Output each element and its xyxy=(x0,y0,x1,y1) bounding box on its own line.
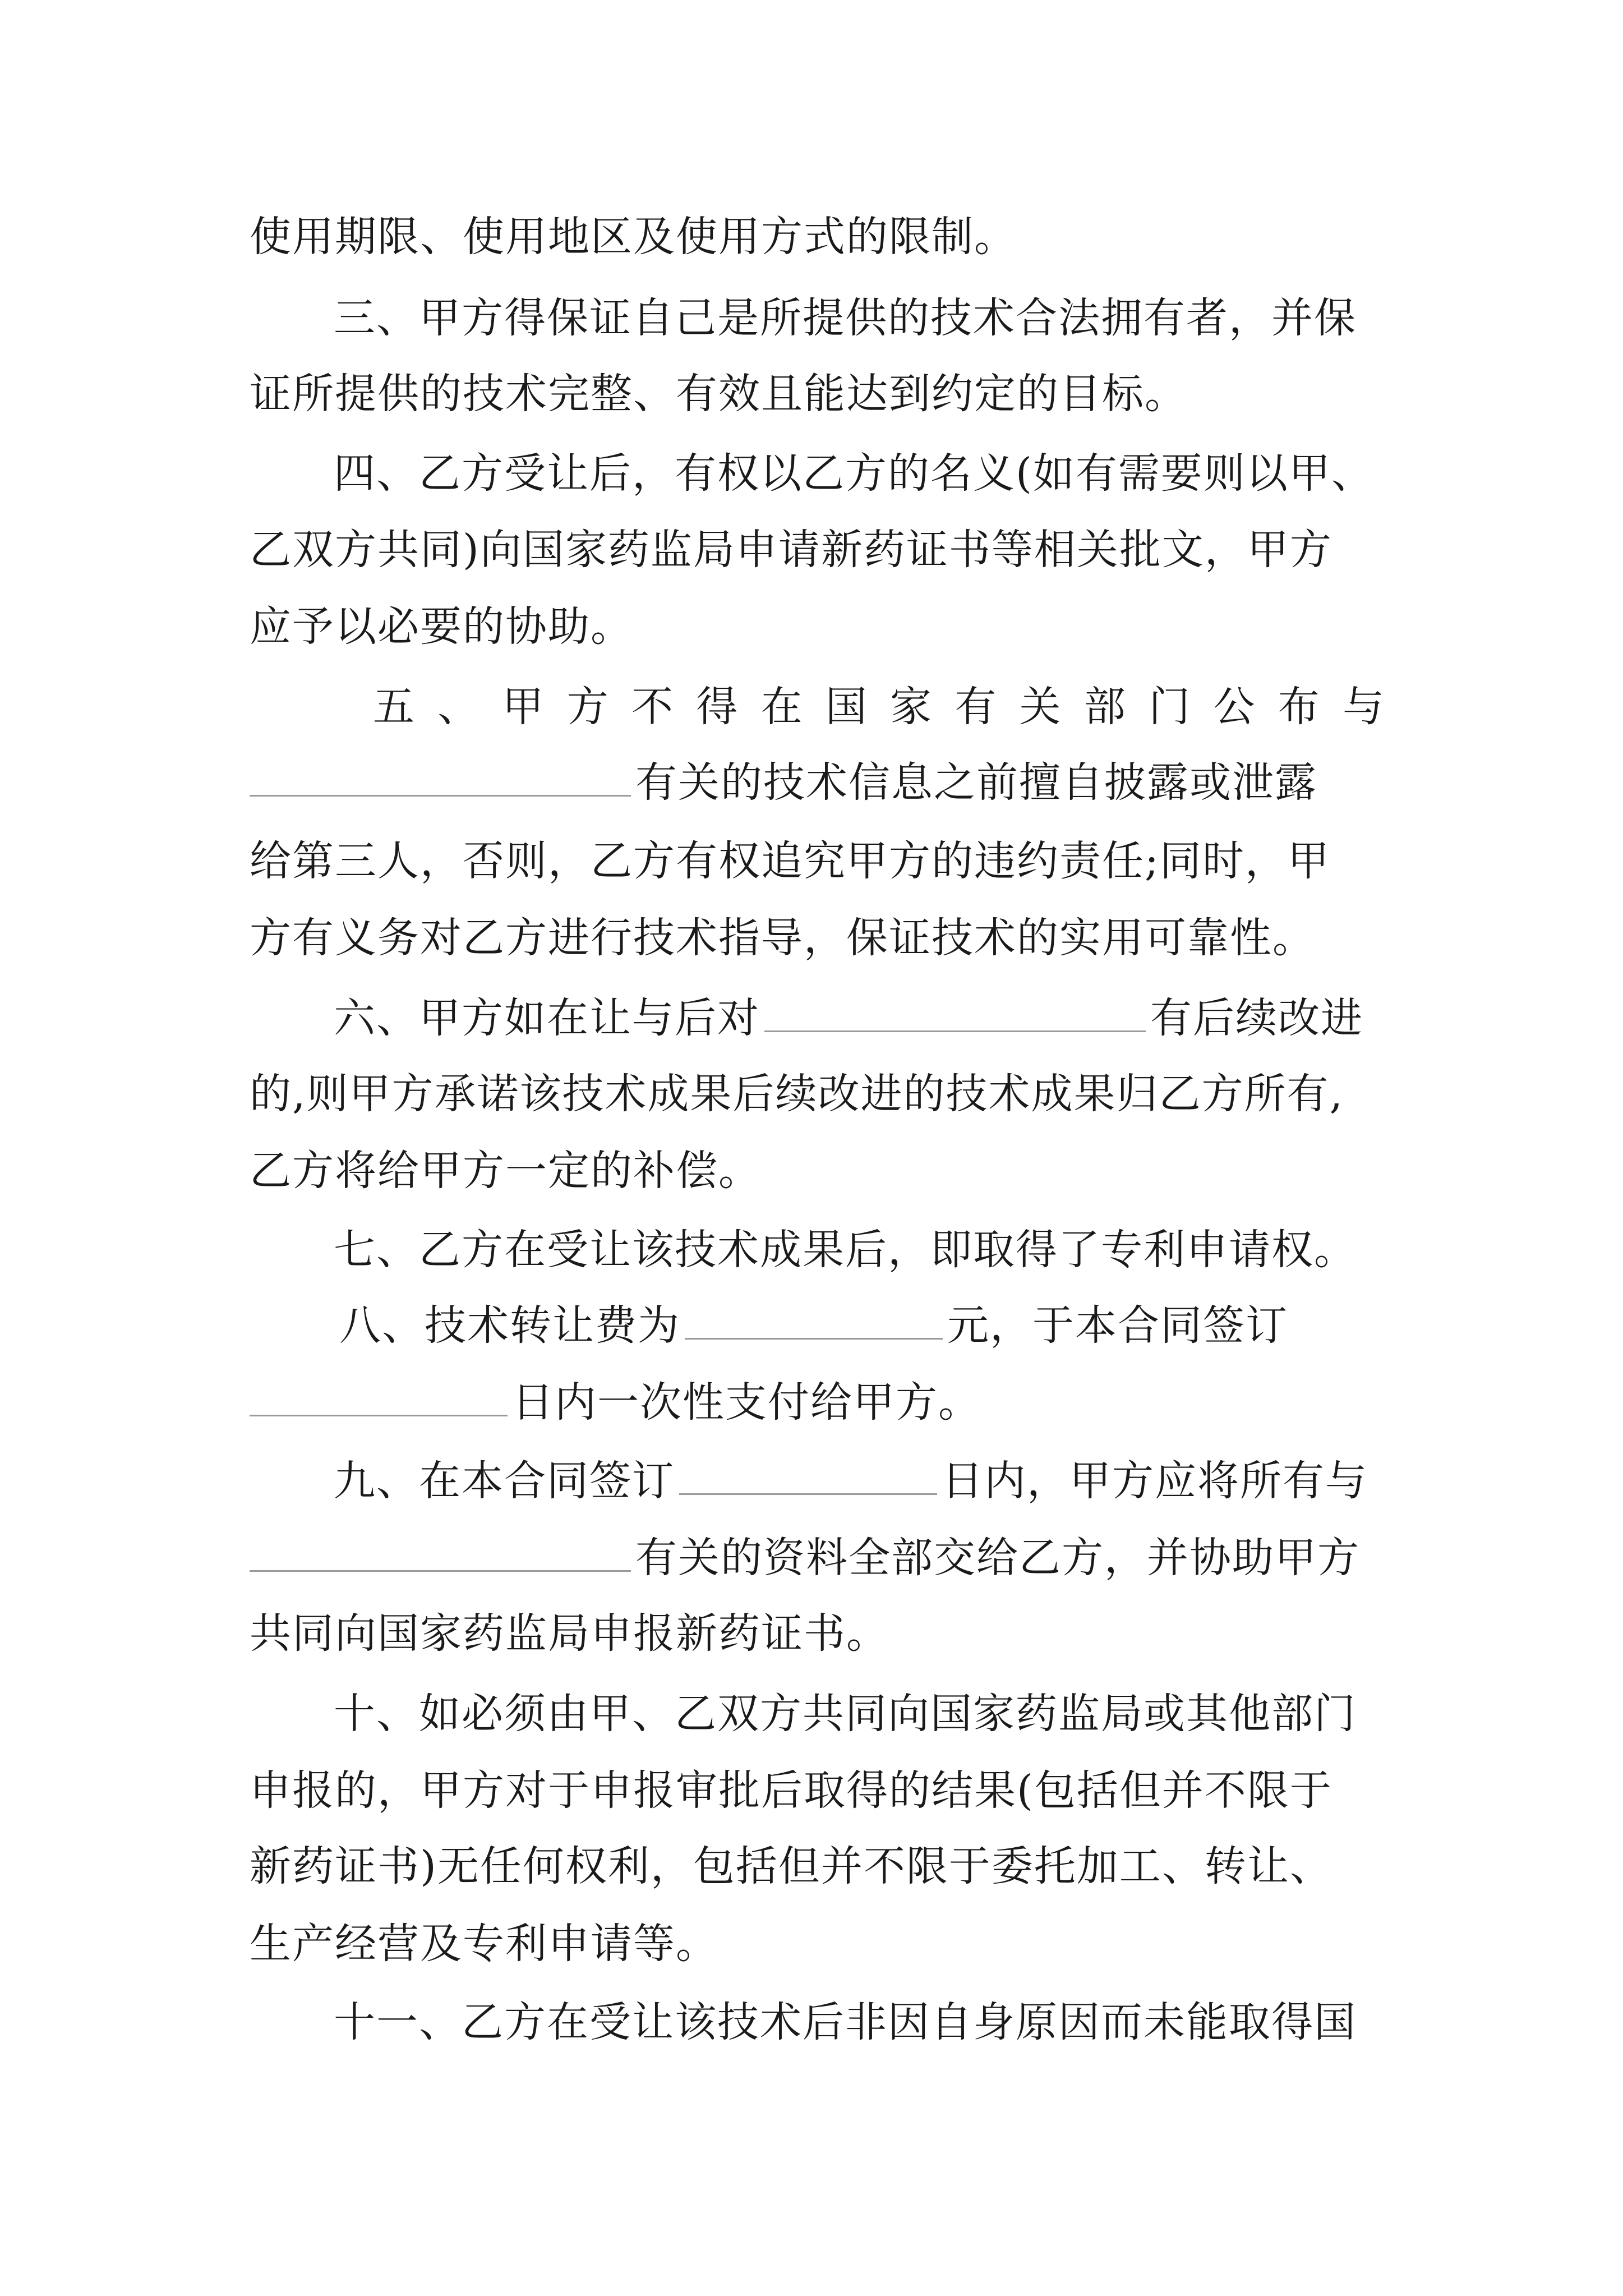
blank-field[interactable] xyxy=(250,754,631,797)
spaced-char: 五 xyxy=(373,683,416,731)
clause-8-text-b: 元，于本合同签订 xyxy=(947,1301,1288,1350)
spaced-char: 在 xyxy=(760,683,804,731)
spaced-char: 公 xyxy=(1213,683,1256,731)
clause-5-line-1 xyxy=(373,673,1385,740)
blank-field[interactable] xyxy=(250,1374,508,1416)
clause-5-line-4: 方有义务对乙方进行技术指导，保证技术的实用可靠性。 xyxy=(250,914,1315,962)
clause-10-line-2: 申报的，甲方对于申报审批后取得的结果(包括但并不限于 xyxy=(250,1766,1332,1815)
clause-8-text-a: 八、技术转让费为 xyxy=(339,1301,680,1350)
text-line: 使用期限、使用地区及使用方式的限制。 xyxy=(250,213,1017,261)
clause-4-line-2: 乙双方共同)向国家药监局申请新药证书等相关批文，甲方 xyxy=(250,526,1332,574)
clause-6-line-1 xyxy=(250,984,1394,1052)
blank-field[interactable] xyxy=(764,990,1146,1032)
spaced-char: 有 xyxy=(955,683,998,731)
spaced-char: 方 xyxy=(566,683,610,731)
clause-9-text-b: 日内，甲方应将所有与 xyxy=(942,1457,1368,1505)
clause-5-text: 有关的技术信息之前擅自披露或泄露 xyxy=(635,758,1317,807)
clause-9-text-c: 有关的资料全部交给乙方，并协助甲方 xyxy=(635,1534,1360,1582)
clause-9-text-a: 九、在本合同签订 xyxy=(334,1457,675,1505)
spaced-char: 不 xyxy=(631,683,675,731)
clause-6-line-2: 的,则甲方承诺该技术成果后续改进的技术成果归乙方所有, xyxy=(250,1070,1344,1118)
clause-10-line-4: 生产经营及专利申请等。 xyxy=(250,1920,718,1968)
clause-6-text-a: 六、甲方如在让与后对 xyxy=(334,994,760,1042)
spaced-char: 家 xyxy=(890,683,933,731)
clause-8-line-1 xyxy=(250,1292,1399,1359)
blank-field[interactable] xyxy=(685,1297,943,1340)
clause-7-line-1: 七、乙方在受让该技术成果后，即取得了专利申请权。 xyxy=(334,1226,1357,1274)
spaced-char: 得 xyxy=(696,683,739,731)
clause-8-text-c: 日内一次性支付给甲方。 xyxy=(512,1378,981,1427)
clause-6-line-3: 乙方将给甲方一定的补偿。 xyxy=(250,1147,761,1195)
blank-field[interactable] xyxy=(250,1530,631,1572)
clause-9-line-3: 共同向国家药监局申报新药证书。 xyxy=(250,1609,889,1658)
blank-field[interactable] xyxy=(679,1453,937,1495)
clause-9-line-1 xyxy=(250,1447,1394,1515)
clause-10-line-1: 十、如必须由甲、乙双方共同向国家药监局或其他部门 xyxy=(334,1690,1357,1738)
clause-8-line-2 xyxy=(250,1369,1394,1436)
clause-3-line-2: 证所提供的技术完整、有效且能达到约定的目标。 xyxy=(250,370,1187,418)
clause-10-line-3: 新药证书)无任何权利，包括但并不限于委托加工、转让、 xyxy=(250,1842,1332,1890)
clause-5-line-2 xyxy=(250,749,1394,816)
clause-11-line-1: 十一、乙方在受让该技术后非因自身原因而未能取得国 xyxy=(334,1998,1357,2046)
spaced-char: 、 xyxy=(437,683,481,731)
clause-4-line-1: 四、乙方受让后，有权以乙方的名义(如有需要则以甲、 xyxy=(334,449,1374,498)
clause-4-line-3: 应予以必要的协助。 xyxy=(250,602,633,651)
clause-9-line-2 xyxy=(250,1524,1394,1591)
spaced-char: 关 xyxy=(1019,683,1062,731)
clause-3-line-1: 三、甲方得保证自己是所提供的技术合法拥有者，并保 xyxy=(334,294,1357,342)
clause-5-line-3: 给第三人，否则，乙方有权追究甲方的违约责任;同时，甲 xyxy=(250,837,1330,885)
spaced-char: 门 xyxy=(1149,683,1192,731)
spaced-char: 部 xyxy=(1083,683,1127,731)
spaced-char: 布 xyxy=(1278,683,1321,731)
clause-6-text-b: 有后续改进 xyxy=(1150,994,1363,1042)
spaced-char: 甲 xyxy=(502,683,545,731)
spaced-char: 与 xyxy=(1342,683,1385,731)
spaced-char: 国 xyxy=(825,683,868,731)
